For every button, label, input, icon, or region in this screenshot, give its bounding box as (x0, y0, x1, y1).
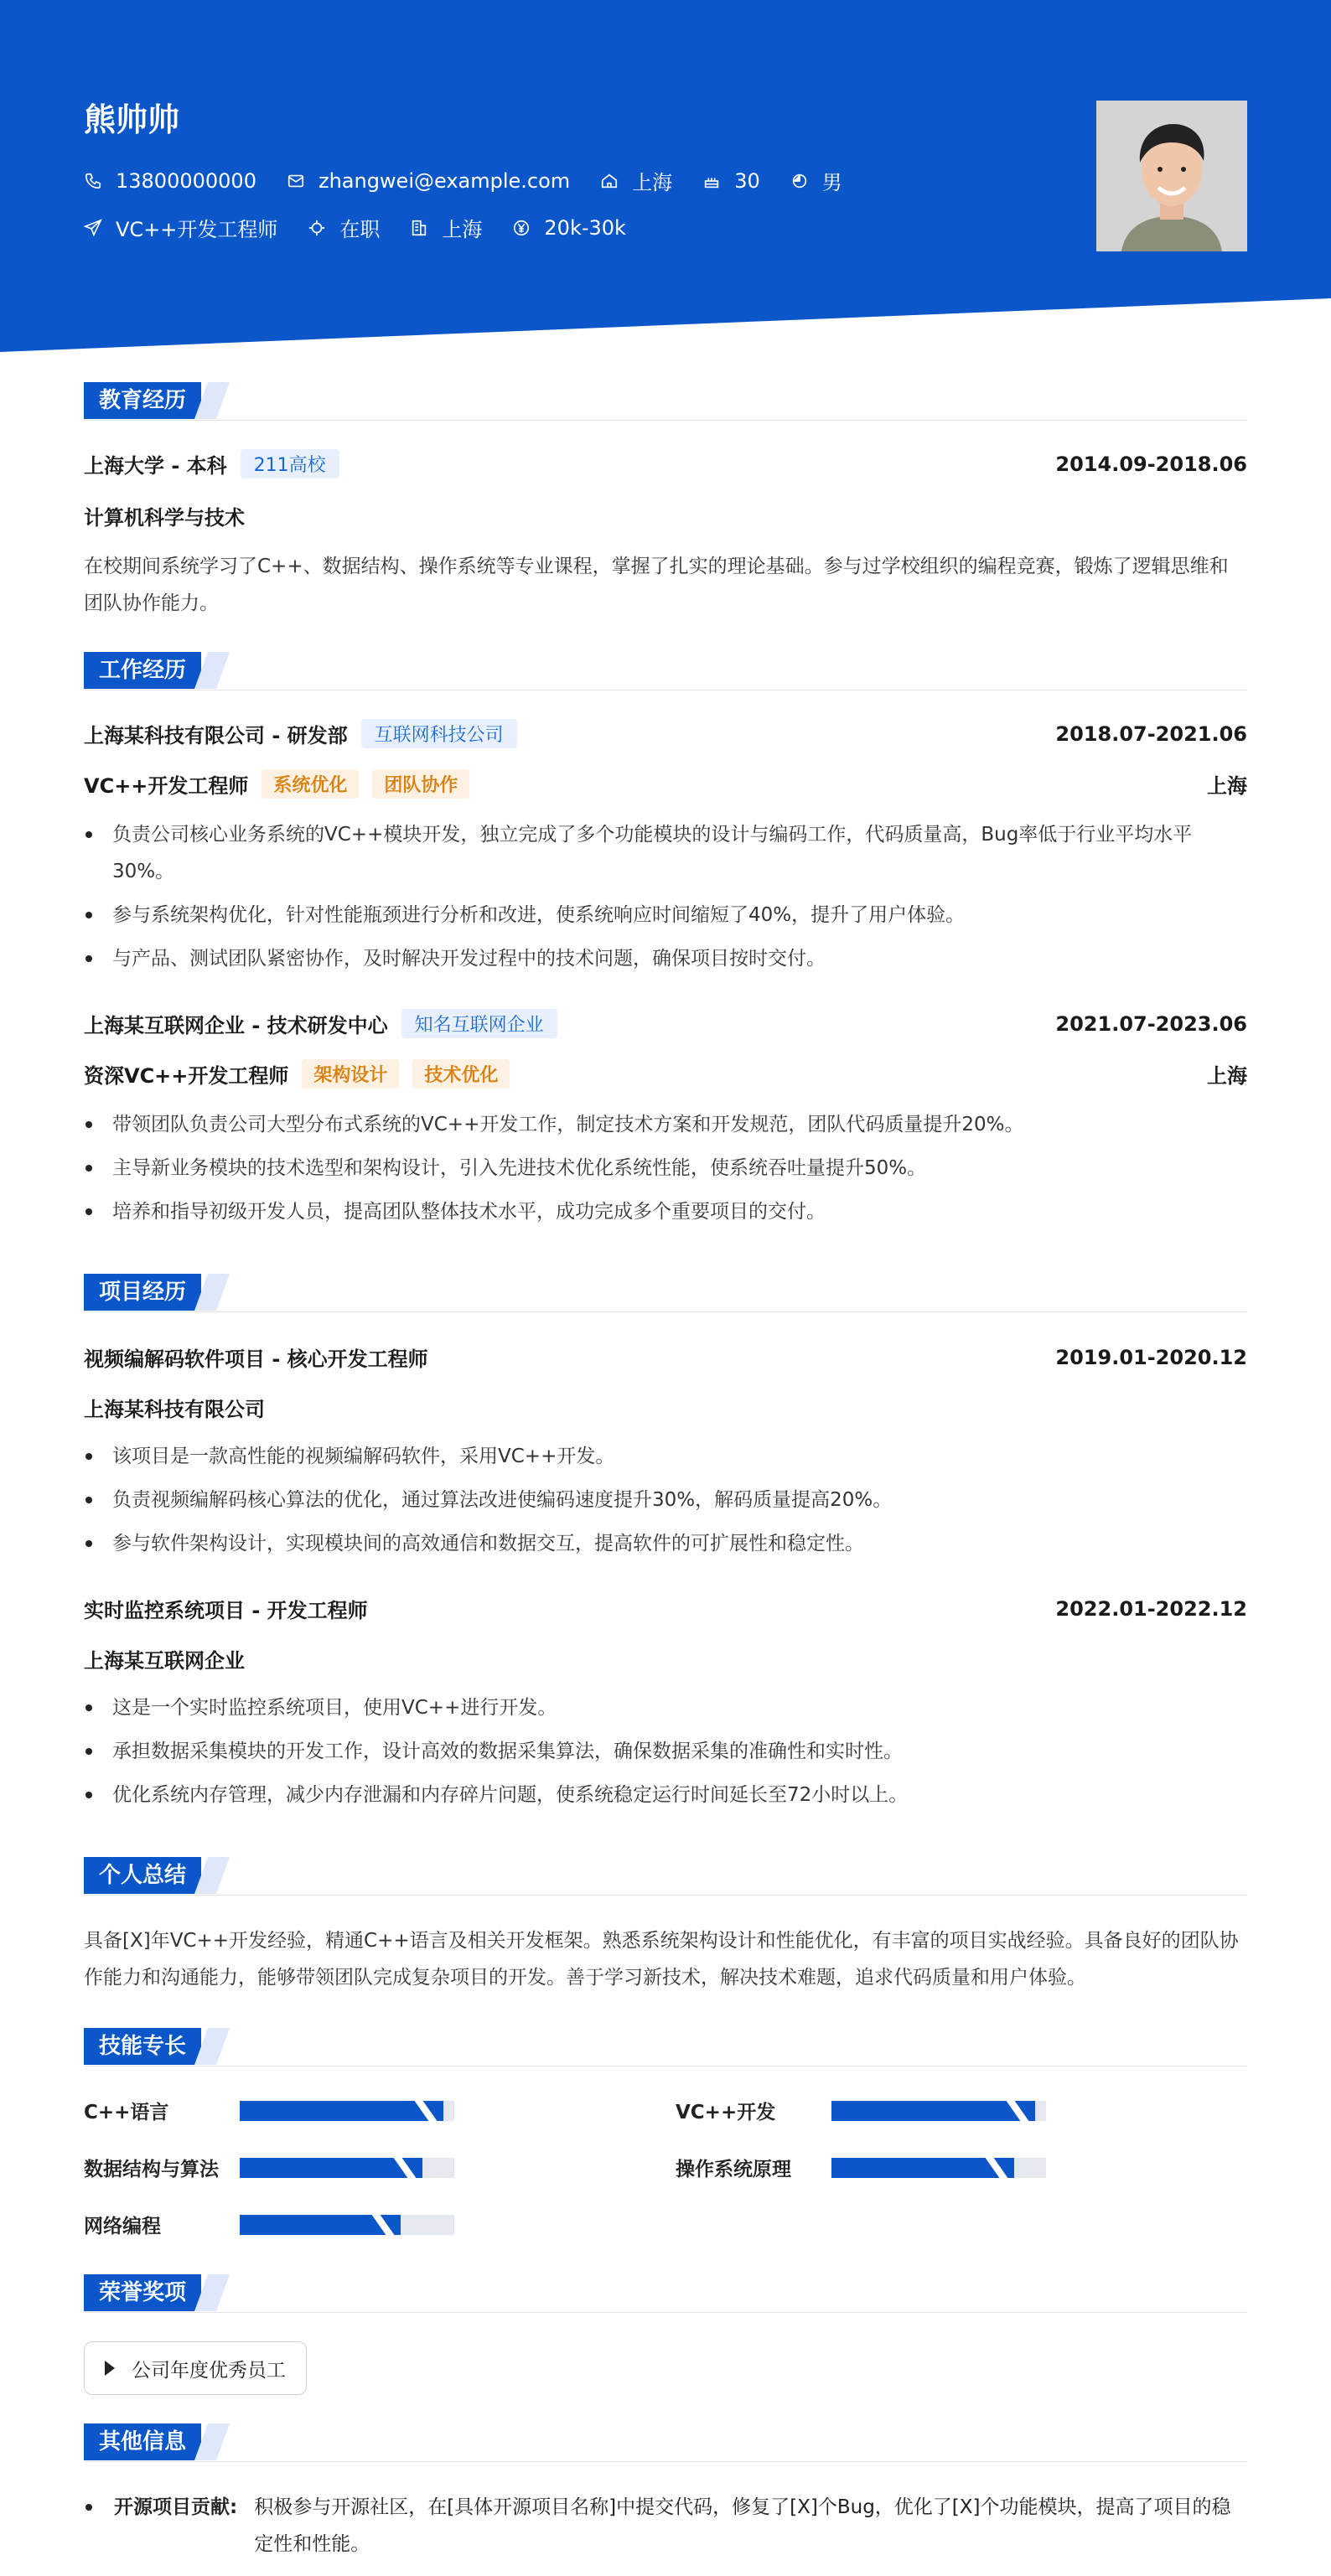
skill-name: C++语言 (84, 2102, 169, 2123)
work-bullets (84, 816, 1247, 984)
project-company-row (84, 1644, 1247, 1673)
gender-text: 男 (821, 171, 842, 194)
age-item (702, 169, 760, 193)
other-value: 积极参与开源社区，在[具体开源项目名称]中提交代码，修复了[X]个Bug，优化了[X]个功能模块，提高了项目的稳定性和性能。 (254, 2496, 1231, 2555)
list-item: 这是一个实时监控系统项目，使用VC++进行开发。 (84, 1689, 1247, 1726)
phone-text: 13800000000 (116, 168, 256, 193)
job-intent-row (84, 213, 656, 242)
skill-tag: 团队协作 (372, 769, 469, 799)
contact-row (84, 166, 873, 195)
skill-tag: 架构设计 (302, 1059, 399, 1089)
section-divider (84, 2461, 1247, 2462)
role: 资深VC++开发工程师 (84, 1064, 289, 1088)
section-divider (84, 1311, 1247, 1312)
home-icon (600, 172, 619, 190)
company-tag: 互联网科技公司 (361, 719, 517, 748)
salary-icon (512, 219, 531, 237)
company-name: 上海某互联网企业 - 技术研发中心 (84, 1014, 388, 1037)
mail-icon (287, 172, 305, 190)
honor-chip[interactable] (84, 2341, 307, 2395)
list-item: 带领团队负责公司大型分布式系统的VC++开发工作，制定技术方案和开发规范，团队代码质量提升20%。 (84, 1106, 1247, 1143)
skill-level-bar (240, 2158, 454, 2178)
skill-name: 网络编程 (84, 2216, 161, 2237)
company-tag: 知名互联网企业 (401, 1009, 557, 1038)
home-item (600, 166, 672, 195)
status-text: 在职 (339, 218, 381, 241)
skill-tag: 系统优化 (262, 769, 359, 799)
salary-text: 20k-30k (544, 215, 626, 240)
building-icon (410, 219, 428, 237)
role: VC++开发工程师 (84, 774, 249, 798)
caret-right-icon (105, 2361, 115, 2376)
section-title-label: 荣誉奖项 (84, 2274, 201, 2311)
section-education-title (84, 382, 1247, 421)
list-item: 负责公司核心业务系统的VC++模块开发，独立完成了多个功能模块的设计与编码工作，代码质量高，Bug率低于行业平均水平30%。 (84, 816, 1247, 890)
skill-level-fill (240, 2101, 443, 2121)
phone-icon (84, 172, 102, 190)
work-city: 上海 (1207, 774, 1247, 798)
project-header (84, 1594, 1247, 1623)
list-item: 承担数据采集模块的开发工作，设计高效的数据采集算法，确保数据采集的准确性和实时性。 (84, 1733, 1247, 1770)
education-date: 2014.09-2018.06 (1055, 452, 1247, 476)
project-date: 2019.01-2020.12 (1055, 1345, 1247, 1369)
skill-name: VC++开发 (676, 2102, 776, 2123)
project-company: 上海某互联网企业 (84, 1649, 245, 1673)
position-text: VC++开发工程师 (116, 218, 278, 241)
section-skills-title (84, 2028, 1247, 2066)
work-bullets (84, 1106, 1247, 1237)
email-text: zhangwei@example.com (318, 168, 571, 193)
education-description: 在校期间系统学习了C++、数据结构、操作系统等专业课程，掌握了扎实的理论基础。参与过学校组织的编程竞赛，锻炼了逻辑思维和团队协作能力。 (84, 556, 1229, 614)
project-bullets (84, 1438, 1247, 1569)
gender-icon (790, 172, 809, 190)
honor-label: 公司年度优秀员工 (132, 2359, 286, 2382)
skill-item (676, 2097, 1046, 2124)
section-title-label: 个人总结 (84, 1857, 201, 1894)
age-text: 30 (734, 168, 760, 193)
project-title: 视频编解码软件项目 - 核心开发工程师 (84, 1347, 428, 1371)
section-title-label: 工作经历 (84, 652, 201, 689)
city-text: 上海 (442, 218, 483, 241)
city-item (410, 213, 482, 242)
work-role-row (84, 769, 1247, 799)
skill-item (676, 2154, 1046, 2181)
skill-item (84, 2211, 454, 2238)
work-header (84, 719, 1247, 748)
school-name: 上海大学 - 本科 (84, 454, 227, 478)
section-divider (84, 1895, 1247, 1896)
section-title-label: 其他信息 (84, 2423, 201, 2460)
work-header (84, 1009, 1247, 1038)
skill-level-bar (240, 2101, 454, 2121)
section-summary-title (84, 1857, 1247, 1896)
candidate-name: 熊帅帅 (84, 101, 180, 138)
skill-name: 操作系统原理 (676, 2159, 791, 2180)
school-tag: 211高校 (241, 449, 339, 478)
salary-item (512, 216, 626, 240)
work-date: 2018.07-2021.06 (1055, 722, 1247, 746)
section-divider (84, 690, 1247, 691)
skill-level-bar (831, 2101, 1046, 2121)
work-role-row (84, 1059, 1247, 1089)
section-divider (84, 2312, 1247, 2313)
skill-item (84, 2097, 454, 2124)
list-item: 培养和指导初级开发人员，提高团队整体技术水平，成功完成多个重要项目的交付。 (84, 1193, 1247, 1230)
list-item: 与产品、测试团队紧密协作，及时解决开发过程中的技术问题，确保项目按时交付。 (84, 940, 1247, 977)
list-item: 负责视频编解码核心算法的优化，通过算法改进使编码速度提升30%，解码质量提高20%。 (84, 1482, 1247, 1518)
status-item (308, 213, 380, 242)
section-divider (84, 420, 1247, 421)
skill-level-fill (831, 2101, 1035, 2121)
status-icon (308, 219, 326, 237)
project-title: 实时监控系统项目 - 开发工程师 (84, 1599, 368, 1622)
cake-icon (702, 172, 721, 190)
email-item (287, 169, 570, 193)
section-title-label: 教育经历 (84, 382, 201, 419)
avatar (1096, 101, 1247, 251)
send-icon (84, 219, 102, 237)
company-name: 上海某科技有限公司 - 研发部 (84, 724, 348, 747)
section-other-title (84, 2423, 1247, 2462)
skill-name: 数据结构与算法 (84, 2159, 219, 2180)
major: 计算机科学与技术 (84, 506, 245, 530)
skill-item (84, 2154, 454, 2181)
project-company: 上海某科技有限公司 (84, 1398, 265, 1421)
other-info-item (84, 2489, 1247, 2563)
section-title-label: 项目经历 (84, 1274, 201, 1311)
skill-level-bar (240, 2215, 454, 2235)
section-title-label: 技能专长 (84, 2028, 201, 2065)
section-work-title (84, 652, 1247, 691)
bullet-dot (85, 2504, 92, 2511)
list-item: 参与系统架构优化，针对性能瓶颈进行分析和改进，使系统响应时间缩短了40%，提升了用户体验。 (84, 897, 1247, 934)
section-projects-title (84, 1274, 1247, 1312)
work-date: 2021.07-2023.06 (1055, 1011, 1247, 1036)
summary-text: 具备[X]年VC++开发经验，精通C++语言及相关开发框架。熟悉系统架构设计和性能优化，有丰富的项目实战经验。具备良好的团队协作能力和沟通能力，能够带领团队完成复杂项目的开发。善于学习新技术，解决技术难题，追求代码质量和用户体验。 (84, 1930, 1239, 1989)
gender-item (790, 166, 842, 195)
section-honors-title (84, 2274, 1247, 2313)
education-major-row (84, 501, 1247, 530)
other-key: 开源项目贡献: (114, 2496, 238, 2518)
list-item: 优化系统内存管理，减少内存泄漏和内存碎片问题，使系统稳定运行时间延长至72小时以上。 (84, 1777, 1247, 1813)
position-item (84, 213, 277, 242)
list-item: 参与软件架构设计，实现模块间的高效通信和数据交互，提高软件的可扩展性和稳定性。 (84, 1525, 1247, 1562)
home-text: 上海 (632, 171, 673, 194)
skill-level-bar (831, 2158, 1046, 2178)
skill-tag: 技术优化 (412, 1059, 510, 1089)
education-header (84, 449, 1247, 478)
project-company-row (84, 1393, 1247, 1422)
phone-item (84, 169, 256, 193)
list-item: 主导新业务模块的技术选型和架构设计，引入先进技术优化系统性能，使系统吞吐量提升50%。 (84, 1150, 1247, 1187)
list-item: 该项目是一款高性能的视频编解码软件，采用VC++开发。 (84, 1438, 1247, 1475)
project-header (84, 1342, 1247, 1372)
project-bullets (84, 1689, 1247, 1820)
project-date: 2022.01-2022.12 (1055, 1596, 1247, 1621)
work-city: 上海 (1207, 1064, 1247, 1088)
